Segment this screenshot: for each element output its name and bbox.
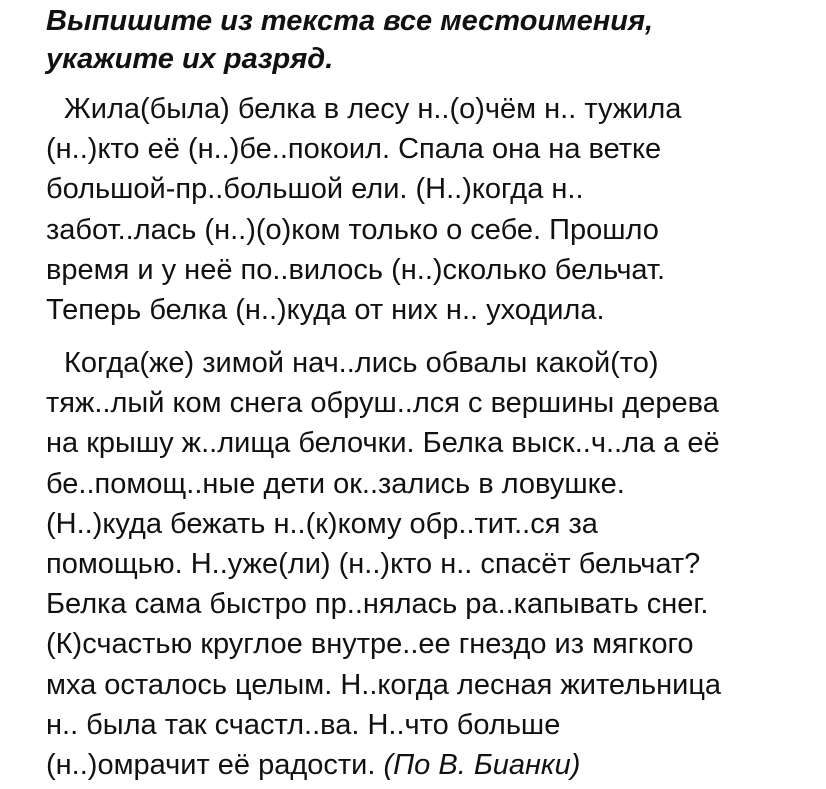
text-line: тяж..лый ком снега обруш..лся с вершины дерева bbox=[46, 387, 719, 420]
task-line: укажите их разряд. bbox=[46, 43, 334, 75]
text-line: Жила(была) белка в лесу н..(о)чём н.. тужила bbox=[64, 93, 682, 125]
text-line: большой-пр..большой ели. (Н..)когда н.. bbox=[46, 173, 584, 206]
text-line: бе..помощ..ные дети ок..зались в ловушке. bbox=[46, 467, 625, 500]
task-heading bbox=[46, 2, 816, 78]
text-line: (Н..)куда бежать н..(к)кому обр..тит..ся за bbox=[46, 507, 598, 540]
text-line: Белка сама быстро пр..нялась ра..капывать снег. bbox=[46, 588, 709, 621]
text-line-body: (н..)омрачит её радости. bbox=[46, 749, 384, 782]
text-line: на крышу ж..лища белочки. Белка выск..ч..ла а её bbox=[46, 427, 720, 460]
author-attribution: (По В. Бианки) bbox=[383, 749, 581, 782]
task-line: Выпишите из текста все местоимения, bbox=[46, 5, 654, 37]
text-line: (н..)кто её (н..)бе..покоил. Спала она на ветке bbox=[46, 133, 662, 166]
text-line: н.. была так счастл..ва. Н..что больше bbox=[46, 708, 561, 741]
text-line: Когда(же) зимой нач..лись обвалы какой(то) bbox=[64, 347, 659, 379]
text-line-last bbox=[46, 745, 821, 785]
paragraph-2 bbox=[46, 343, 821, 785]
text-line: (К)счастью круглое внутре..ее гнездо из мягкого bbox=[46, 628, 694, 661]
text-line: мха осталось целым. Н..когда лесная жительница bbox=[46, 668, 722, 701]
text-line: Теперь белка (н..)куда от них н.. уходила. bbox=[46, 294, 605, 327]
text-line: время и у неё по..вилось (н..)сколько бельчат. bbox=[46, 253, 666, 286]
text-line: забот..лась (н..)(о)ком только о себе. Прошло bbox=[46, 213, 659, 246]
paragraph-1 bbox=[46, 89, 821, 330]
text-line: помощью. Н..уже(ли) (н..)кто н.. спасёт бельчат? bbox=[46, 548, 701, 581]
